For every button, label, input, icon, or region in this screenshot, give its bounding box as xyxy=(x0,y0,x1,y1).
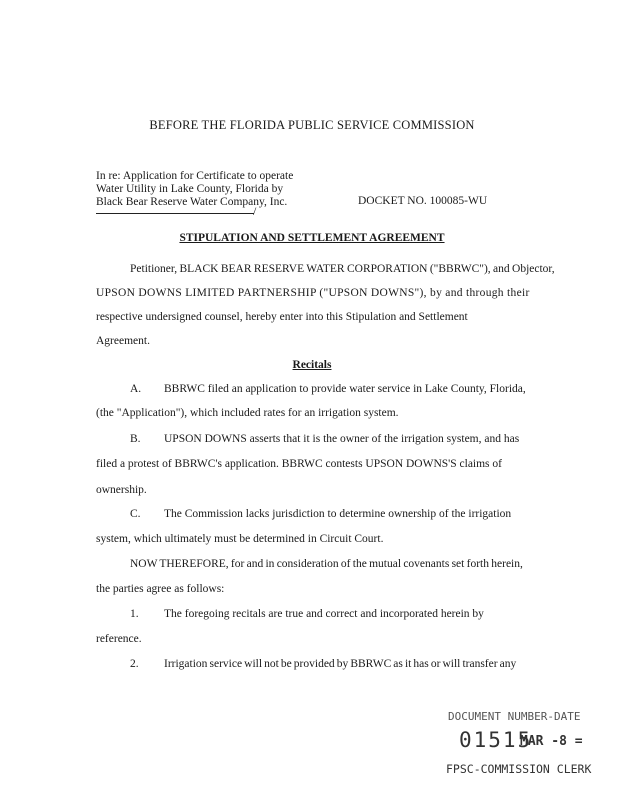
in-re-line-2: Water Utility in Lake County, Florida by xyxy=(96,183,284,195)
now-therefore-line-1: NOW THEREFORE, for and in consideration of the mutual covenants set forth herein, xyxy=(130,558,523,570)
item-1-line-2: reference. xyxy=(96,633,142,645)
recital-c-label: C. xyxy=(130,508,141,520)
recitals-heading: Recitals xyxy=(292,359,332,371)
intro-line-4: Agreement. xyxy=(96,335,150,347)
stamp-document-number-date: DOCUMENT NUMBER-DATE xyxy=(448,710,581,723)
stamp-number: 01515 xyxy=(459,728,533,752)
recital-a-label: A. xyxy=(130,383,142,395)
recital-c-line-1: The Commission lacks jurisdiction to determine ownership of the irrigation xyxy=(164,508,512,520)
now-therefore-line-2: the parties agree as follows: xyxy=(96,583,225,595)
recital-a-line-2: (the "Application"), which included rates for an irrigation system. xyxy=(96,407,399,419)
caption-underline xyxy=(96,213,254,214)
recital-b-line-1: UPSON DOWNS asserts that it is the owner of the irrigation system, and has xyxy=(164,433,520,445)
intro-line-3: respective undersigned counsel, hereby enter into this Stipulation and Settlement xyxy=(96,311,468,323)
recital-b-line-3: ownership. xyxy=(96,484,147,496)
item-2-line-1: Irrigation service will not be provided by BBRWC as it has or will transfer any xyxy=(164,658,517,670)
recital-b-label: B. xyxy=(130,433,141,445)
intro-line-2: UPSON DOWNS LIMITED PARTNERSHIP ("UPSON DOWNS"), by and through their xyxy=(96,287,530,299)
docket-number: DOCKET NO. 100085-WU xyxy=(358,195,488,207)
intro-line-1: Petitioner, BLACK BEAR RESERVE WATER CORPORATION ("BBRWC"), and Objector, xyxy=(130,263,555,275)
in-re-line-1: In re: Application for Certificate to operate xyxy=(96,170,294,182)
stamp-date: MAR -8 = xyxy=(520,734,583,749)
caption-slash: / xyxy=(253,204,257,218)
stamp-commission-clerk: FPSC-COMMISSION CLERK xyxy=(446,762,592,776)
in-re-line-3: Black Bear Reserve Water Company, Inc. xyxy=(96,196,288,208)
recital-b-line-2: filed a protest of BBRWC's application. BBRWC contests UPSON DOWNS'S claims of xyxy=(96,458,502,470)
agreement-heading: STIPULATION AND SETTLEMENT AGREEMENT xyxy=(179,232,445,244)
document-title: BEFORE THE FLORIDA PUBLIC SERVICE COMMISSION xyxy=(149,118,475,132)
recital-c-line-2: system, which ultimately must be determined in Circuit Court. xyxy=(96,533,384,545)
item-2-label: 2. xyxy=(130,658,139,670)
item-1-line-1: The foregoing recitals are true and correct and incorporated herein by xyxy=(164,608,484,620)
recital-a-line-1: BBRWC filed an application to provide water service in Lake County, Florida, xyxy=(164,383,526,395)
item-1-label: 1. xyxy=(130,608,139,620)
